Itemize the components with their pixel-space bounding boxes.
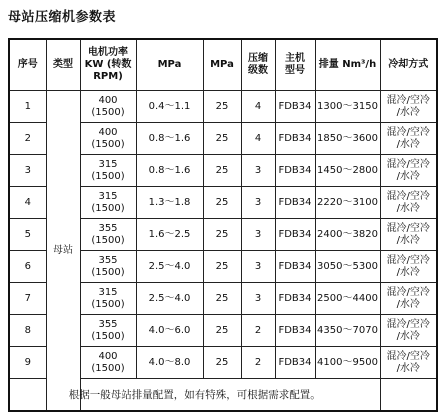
header-power-line2: KW (转数 xyxy=(84,59,132,70)
cell-stages: 3 xyxy=(241,283,275,315)
cell-outlet-pressure: 25 xyxy=(203,187,241,219)
cell-cooling xyxy=(380,91,437,123)
cell-seq: 7 xyxy=(9,283,46,315)
cell-stages: 4 xyxy=(241,123,275,155)
cell-cooling-line2: /水冷 xyxy=(396,234,420,246)
cell-cooling xyxy=(380,219,437,251)
cell-power-rpm: (1500) xyxy=(91,138,125,150)
cell-cooling-line2: /水冷 xyxy=(396,202,420,214)
cell-inlet-pressure: 2.5～4.0 xyxy=(136,251,203,283)
cell-power-kw: 315 xyxy=(98,190,118,202)
page-title: 母站压缩机参数表 xyxy=(8,10,117,25)
cell-outlet-pressure: 25 xyxy=(203,155,241,187)
cell-cooling-line2: /水冷 xyxy=(396,138,420,150)
cell-cooling-line1: 混冷/空冷 xyxy=(386,222,430,234)
cell-cooling-line1: 混冷/空冷 xyxy=(386,254,430,266)
cell-outlet-pressure: 25 xyxy=(203,91,241,123)
cell-cooling xyxy=(380,123,437,155)
cell-stages: 3 xyxy=(241,155,275,187)
cell-model: FDB34 xyxy=(275,123,315,155)
header-model-line2: 型号 xyxy=(285,65,305,76)
cell-power-rpm: (1500) xyxy=(91,106,125,118)
cell-power xyxy=(80,155,136,187)
cell-seq: 6 xyxy=(9,251,46,283)
table-note: 根据一般母站排量配置，如有特殊，可根据需求配置。 xyxy=(9,379,380,412)
cell-power-rpm: (1500) xyxy=(91,298,125,310)
cell-cooling-line2: /水冷 xyxy=(396,266,420,278)
cell-power-kw: 315 xyxy=(98,286,118,298)
cell-outlet-pressure: 25 xyxy=(203,251,241,283)
cell-power-rpm: (1500) xyxy=(91,202,125,214)
cell-flow: 4100～9500 xyxy=(315,347,380,379)
cell-inlet-pressure: 4.0～8.0 xyxy=(136,347,203,379)
cell-power-rpm: (1500) xyxy=(91,266,125,278)
cell-power-kw: 355 xyxy=(98,254,118,266)
cell-cooling xyxy=(380,187,437,219)
cell-outlet-pressure: 25 xyxy=(203,123,241,155)
cell-stages: 3 xyxy=(241,219,275,251)
compressor-parameter-table xyxy=(8,38,438,412)
cell-flow: 2220～3100 xyxy=(315,187,380,219)
cell-seq: 8 xyxy=(9,315,46,347)
cell-seq: 9 xyxy=(9,347,46,379)
cell-cooling-line2: /水冷 xyxy=(396,362,420,374)
cell-power-rpm: (1500) xyxy=(91,362,125,374)
cell-model: FDB34 xyxy=(275,347,315,379)
cell-type: 母站 xyxy=(46,91,80,412)
cell-flow: 2400～3820 xyxy=(315,219,380,251)
header-type: 类型 xyxy=(46,39,80,91)
cell-model: FDB34 xyxy=(275,251,315,283)
cell-inlet-pressure: 4.0～6.0 xyxy=(136,315,203,347)
cell-stages: 3 xyxy=(241,187,275,219)
header-outlet-pressure: MPa xyxy=(203,39,241,91)
cell-power xyxy=(80,187,136,219)
cell-cooling-line1: 混冷/空冷 xyxy=(386,126,430,138)
cell-seq: 2 xyxy=(9,123,46,155)
cell-outlet-pressure: 25 xyxy=(203,347,241,379)
cell-flow: 1850～3600 xyxy=(315,123,380,155)
cell-cooling xyxy=(380,283,437,315)
cell-inlet-pressure: 0.4～1.1 xyxy=(136,91,203,123)
cell-cooling xyxy=(380,347,437,379)
cell-flow: 3050～5300 xyxy=(315,251,380,283)
cell-power-kw: 400 xyxy=(98,94,118,106)
header-model-line1: 主机 xyxy=(285,53,305,64)
header-model xyxy=(275,39,315,91)
cell-flow: 1300～3150 xyxy=(315,91,380,123)
header-stages-line2: 级数 xyxy=(248,65,268,76)
cell-cooling xyxy=(380,155,437,187)
cell-model: FDB34 xyxy=(275,283,315,315)
cell-flow: 2500～4400 xyxy=(315,283,380,315)
cell-inlet-pressure: 1.6～2.5 xyxy=(136,219,203,251)
cell-model: FDB34 xyxy=(275,155,315,187)
cell-model: FDB34 xyxy=(275,315,315,347)
cell-power-kw: 400 xyxy=(98,350,118,362)
cell-seq: 1 xyxy=(9,91,46,123)
cell-cooling xyxy=(380,251,437,283)
cell-seq: 5 xyxy=(9,219,46,251)
cell-cooling-line2: /水冷 xyxy=(396,298,420,310)
cell-cooling xyxy=(380,315,437,347)
header-stages-line1: 压缩 xyxy=(248,53,268,64)
cell-stages: 4 xyxy=(241,91,275,123)
cell-inlet-pressure: 0.8～1.6 xyxy=(136,123,203,155)
cell-inlet-pressure: 2.5～4.0 xyxy=(136,283,203,315)
cell-power-kw: 315 xyxy=(98,158,118,170)
header-power-line3: RPM) xyxy=(93,71,123,82)
cell-power xyxy=(80,251,136,283)
header-stages xyxy=(241,39,275,91)
header-flow: 排量 Nm³/h xyxy=(315,39,380,91)
cell-model: FDB34 xyxy=(275,91,315,123)
cell-power-kw: 400 xyxy=(98,126,118,138)
cell-flow: 4350～7070 xyxy=(315,315,380,347)
cell-power xyxy=(80,219,136,251)
cell-power xyxy=(80,347,136,379)
header-inlet-pressure: MPa xyxy=(136,39,203,91)
header-cooling: 冷却方式 xyxy=(380,39,437,91)
cell-model: FDB34 xyxy=(275,219,315,251)
header-power-line1: 电机功率 xyxy=(88,47,128,58)
cell-cooling-line1: 混冷/空冷 xyxy=(386,158,430,170)
cell-stages: 2 xyxy=(241,347,275,379)
cell-cooling-line1: 混冷/空冷 xyxy=(386,94,430,106)
cell-seq: 3 xyxy=(9,155,46,187)
cell-cooling-line1: 混冷/空冷 xyxy=(386,350,430,362)
cell-outlet-pressure: 25 xyxy=(203,315,241,347)
cell-power xyxy=(80,283,136,315)
cell-power xyxy=(80,315,136,347)
cell-stages: 2 xyxy=(241,315,275,347)
cell-power-rpm: (1500) xyxy=(91,170,125,182)
cell-outlet-pressure: 25 xyxy=(203,219,241,251)
cell-cooling-line2: /水冷 xyxy=(396,330,420,342)
cell-flow: 1450～2800 xyxy=(315,155,380,187)
table-row xyxy=(9,91,437,123)
cell-power-kw: 355 xyxy=(98,318,118,330)
cell-cooling-line2: /水冷 xyxy=(396,106,420,118)
cell-inlet-pressure: 1.3～1.8 xyxy=(136,187,203,219)
cell-cooling-line1: 混冷/空冷 xyxy=(386,190,430,202)
table-note-row xyxy=(9,379,437,412)
header-power xyxy=(80,39,136,91)
cell-power-rpm: (1500) xyxy=(91,330,125,342)
cell-cooling-line1: 混冷/空冷 xyxy=(386,286,430,298)
cell-power xyxy=(80,123,136,155)
cell-power xyxy=(80,91,136,123)
cell-inlet-pressure: 0.8～1.6 xyxy=(136,155,203,187)
cell-cooling-line1: 混冷/空冷 xyxy=(386,318,430,330)
cell-model: FDB34 xyxy=(275,187,315,219)
table-header-row xyxy=(9,39,437,91)
cell-cooling-line2: /水冷 xyxy=(396,170,420,182)
cell-outlet-pressure: 25 xyxy=(203,283,241,315)
cell-power-rpm: (1500) xyxy=(91,234,125,246)
header-seq: 序号 xyxy=(9,39,46,91)
cell-seq: 4 xyxy=(9,187,46,219)
cell-power-kw: 355 xyxy=(98,222,118,234)
cell-stages: 3 xyxy=(241,251,275,283)
